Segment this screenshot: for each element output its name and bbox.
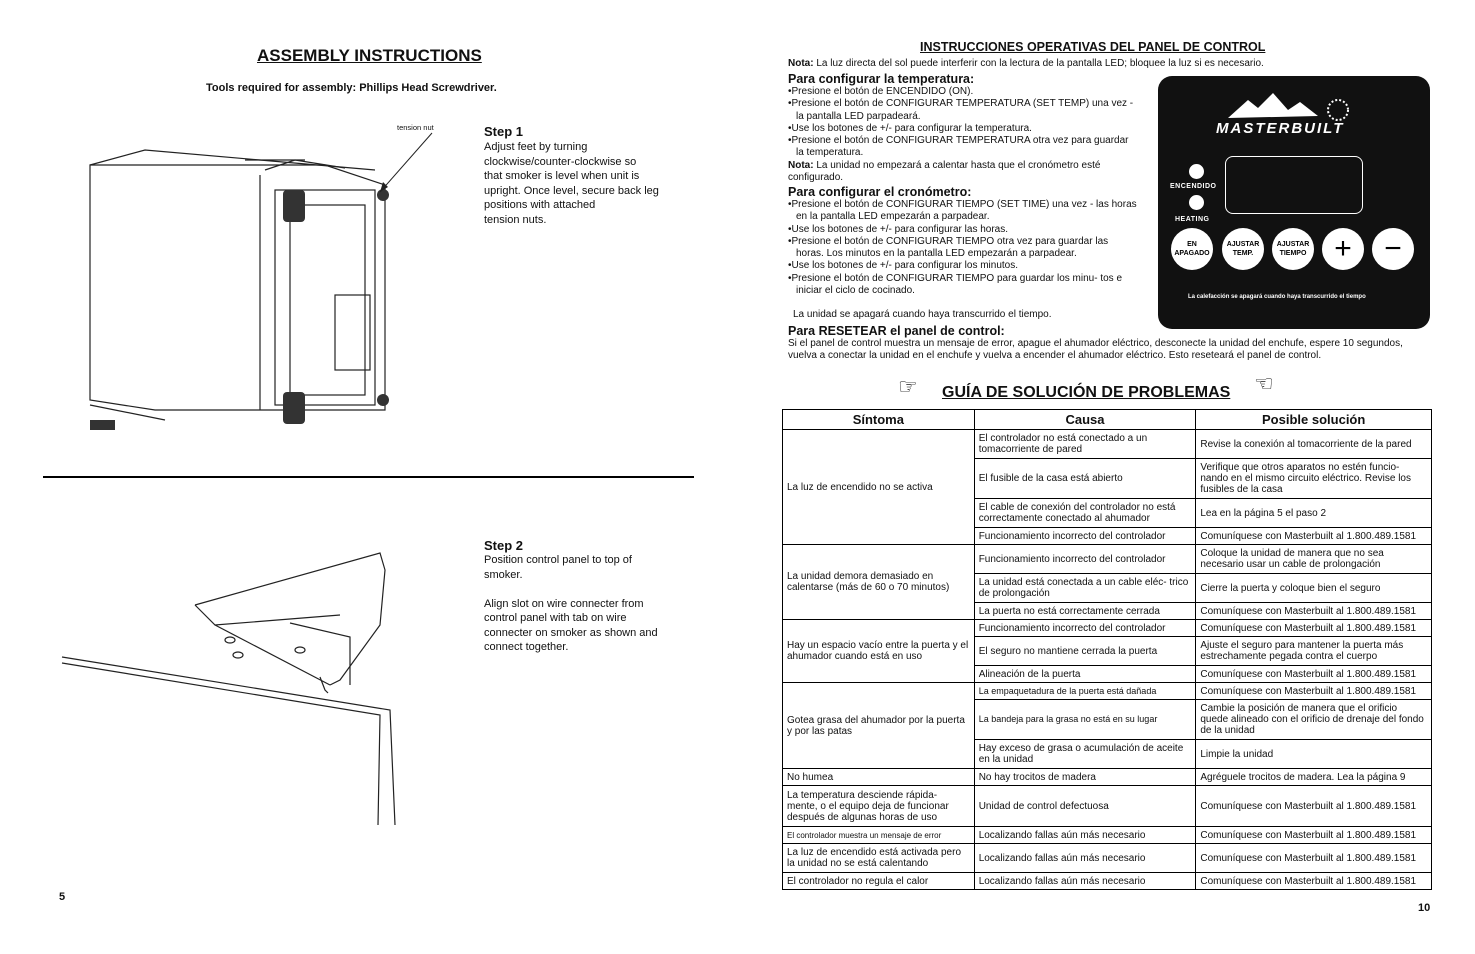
list-item: • Presione el botón de ENCENDIDO (ON).	[788, 86, 1138, 98]
step1-title: Step 1	[484, 124, 524, 139]
cause-cell: El cable de conexión del controlador no está correctamente conectado al ahumador	[974, 499, 1196, 528]
troubleshooting-table	[782, 409, 1432, 890]
heating-label: HEATING	[1175, 216, 1210, 223]
table-row	[783, 545, 1432, 574]
cause-cell: Unidad de control defectuosa	[974, 786, 1196, 827]
step1-smoker-illustration	[85, 120, 405, 440]
solution-cell: Coloque la unidad de manera que no sea necesario usar un cable de prolongación	[1196, 545, 1432, 574]
page-number-right: 10	[1418, 902, 1431, 914]
symptom-cell: La unidad demora demasiado en calentarse (más de 60 o 70 minutos)	[783, 545, 975, 620]
cause-cell: El seguro no mantiene cerrada la puerta	[974, 637, 1196, 666]
cause-cell: La empaquetadura de la puerta está dañada	[974, 683, 1196, 700]
assembly-title: ASSEMBLY INSTRUCTIONS	[257, 46, 482, 65]
solution-cell: Comuníquese con Masterbuilt al 1.800.489.1581	[1196, 528, 1432, 545]
callout-arrow	[370, 130, 450, 200]
table-row	[783, 620, 1432, 637]
solution-cell: Comuníquese con Masterbuilt al 1.800.489.1581	[1196, 786, 1432, 827]
heating-led	[1189, 195, 1204, 210]
solution-cell: Verifique que otros aparatos no estén funcio- nando en el mismo circuito eléctrico. Revise los fusibles de la casa	[1196, 459, 1432, 499]
cause-cell: No hay trocitos de madera	[974, 769, 1196, 786]
step2-title: Step 2	[484, 538, 524, 553]
solution-cell: Comuníquese con Masterbuilt al 1.800.489.1581	[1196, 620, 1432, 637]
table-row	[783, 430, 1432, 459]
reset-text: Si el panel de control muestra un mensaje de error, apague el ahumador eléctrico, desconecte la unidad del enchufe, espere 10 segundos, vuelva a conectar la unidad en el enchufe y vuelva a encender el ahumador eléctrico. Esto reseteará el panel de control.	[788, 338, 1403, 362]
power-button[interactable]: EN APAGADO	[1171, 228, 1213, 270]
solution-cell: Lea en la página 5 el paso 2	[1196, 499, 1432, 528]
tension-nut-callout: tension nut	[397, 123, 434, 132]
solution-cell: Comuníquese con Masterbuilt al 1.800.489.1581	[1196, 873, 1432, 890]
solution-cell: Comuníquese con Masterbuilt al 1.800.489.1581	[1196, 827, 1432, 844]
cause-cell: Funcionamiento incorrecto del controlador	[974, 620, 1196, 637]
cause-cell: El fusible de la casa está abierto	[974, 459, 1196, 499]
reset-section	[788, 324, 1433, 363]
cause-cell: Funcionamiento incorrecto del controlador	[974, 528, 1196, 545]
solution-cell: Comuníquese con Masterbuilt al 1.800.489.1581	[1196, 666, 1432, 683]
list-item: • Presione el botón de CONFIGURAR TIEMPO para guardar los minu- tos e iniciar el ciclo de cocinado.	[788, 273, 1138, 298]
symptom-cell: Gotea grasa del ahumador por la puerta y por las patas	[783, 683, 975, 769]
temp-heading: Para configurar la temperatura:	[788, 72, 975, 86]
table-row	[783, 844, 1432, 873]
led-display	[1225, 156, 1363, 214]
column-header: Síntoma	[783, 410, 975, 430]
list-item: • Presione el botón de CONFIGURAR TIEMPO otra vez para guardar las horas. Los minutos en la pantalla LED empezarán a parpadear.	[788, 236, 1138, 261]
cause-cell: Localizando fallas aún más necesario	[974, 873, 1196, 890]
temp-steps	[788, 86, 1138, 160]
cause-cell: La puerta no está correctamente cerrada	[974, 603, 1196, 620]
solution-cell: Agréguele trocitos de madera. Lea la página 9	[1196, 769, 1432, 786]
encendido-led	[1189, 164, 1204, 179]
step1-text: Adjust feet by turning clockwise/counter-clockwise so that smoker is level when unit is upright. Once level, secure back leg positions with attached tension nuts.	[484, 141, 659, 226]
panel-note: Nota: La luz directa del sol puede interferir con la lectura de la pantalla LED; bloquee la luz si es necesario.	[788, 58, 1264, 69]
set-time-button[interactable]: AJUSTAR TIEMPO	[1272, 228, 1314, 270]
list-item: • Presione el botón de CONFIGURAR TEMPERATURA otra vez para guardar la temperatura.	[788, 135, 1138, 160]
step2-text: Position control panel to top of smoker. Align slot on wire connecter from control panel with tab on wire connecter on smoker as shown and connect together.	[484, 554, 658, 653]
troubleshooting-title: GUÍA DE SOLUCIÓN DE PROBLEMAS	[942, 384, 1231, 401]
symptom-cell: No humea	[783, 769, 975, 786]
symptom-cell: El controlador no regula el calor	[783, 873, 975, 890]
solution-cell: Revise la conexión al tomacorriente de la pared	[1196, 430, 1432, 459]
solution-cell: Comuníquese con Masterbuilt al 1.800.489.1581	[1196, 683, 1432, 700]
cause-cell: Localizando fallas aún más necesario	[974, 827, 1196, 844]
symptom-cell: La temperatura desciende rápida- mente, o el equipo deja de funcionar después de algunas horas de uso	[783, 786, 975, 827]
list-item: • Use los botones de +/- para configurar la temperatura.	[788, 123, 1138, 135]
cause-cell: Localizando fallas aún más necesario	[974, 844, 1196, 873]
cause-cell: Funcionamiento incorrecto del controlador	[974, 545, 1196, 574]
table-row	[783, 683, 1432, 700]
column-header: Causa	[974, 410, 1196, 430]
symptom-cell: La luz de encendido no se activa	[783, 430, 975, 545]
symptom-cell: Hay un espacio vacío entre la puerta y el ahumador cuando está en uso	[783, 620, 975, 683]
timer-section	[788, 185, 1138, 322]
list-item: • Presione el botón de CONFIGURAR TIEMPO (SET TIME) una vez - las horas en la pantalla LED empezarán a parpadear.	[788, 199, 1138, 224]
cause-cell: El controlador no está conectado a un tomacorriente de pared	[974, 430, 1196, 459]
column-header: Posible solución	[1196, 410, 1432, 430]
solution-cell: Cierre la puerta y coloque bien el seguro	[1196, 574, 1432, 603]
cause-cell: La bandeja para la grasa no está en su lugar	[974, 700, 1196, 740]
panel-instructions-title: INSTRUCCIONES OPERATIVAS DEL PANEL DE CONTROL	[920, 40, 1266, 54]
solution-cell: Comuníquese con Masterbuilt al 1.800.489.1581	[1196, 844, 1432, 873]
cause-cell: Alineación de la puerta	[974, 666, 1196, 683]
table-row	[783, 769, 1432, 786]
table-row	[783, 827, 1432, 844]
plus-button[interactable]: +	[1322, 228, 1364, 270]
temp-note: Nota: La unidad no empezará a calentar hasta que el cronómetro esté configurado.	[788, 159, 1101, 184]
encendido-label: ENCENDIDO	[1170, 183, 1217, 190]
pointing-hand-left-icon: ☜	[1254, 371, 1274, 396]
timer-heading: Para configurar el cronómetro:	[788, 185, 972, 199]
step2-panel-illustration	[60, 545, 405, 830]
minus-button[interactable]: −	[1372, 228, 1414, 270]
pointing-hand-right-icon: ☞	[898, 374, 918, 399]
brand-logo: MASTERBUILT	[1216, 120, 1345, 137]
solution-cell: Cambie la posición de manera que el orificio quede alineado con el orificio de drenaje del fondo de la unidad	[1196, 700, 1432, 740]
timer-footer: La unidad se apagará cuando haya transcurrido el tiempo.	[793, 309, 1052, 321]
reset-heading: Para RESETEAR el panel de control:	[788, 324, 1005, 338]
solution-cell: Comuníquese con Masterbuilt al 1.800.489.1581	[1196, 603, 1432, 620]
temperature-section	[788, 72, 1138, 184]
cause-cell: Hay exceso de grasa o acumulación de aceite en la unidad	[974, 740, 1196, 769]
solution-cell: Ajuste el seguro para mantener la puerta más estrechamente pegada contra el cuerpo	[1196, 637, 1432, 666]
page-number-left: 5	[59, 891, 66, 903]
control-panel-image	[1158, 76, 1430, 329]
solution-cell: Limpie la unidad	[1196, 740, 1432, 769]
table-row	[783, 873, 1432, 890]
section-divider	[43, 476, 694, 478]
symptom-cell: El controlador muestra un mensaje de error	[783, 827, 975, 844]
mountain-logo-icon	[1228, 88, 1358, 122]
list-item: • Use los botones de +/- para configurar los minutos.	[788, 260, 1138, 272]
panel-footer-note: La calefacción se apagará cuando haya transcurrido el tiempo	[1188, 294, 1366, 300]
set-temp-button[interactable]: AJUSTAR TEMP.	[1222, 228, 1264, 270]
symptom-cell: La luz de encendido está activada pero la unidad no se está calentando	[783, 844, 975, 873]
cause-cell: La unidad está conectada a un cable eléc- trico de prolongación	[974, 574, 1196, 603]
table-header-row	[783, 410, 1432, 430]
timer-steps	[788, 199, 1138, 297]
list-item: • Presione el botón de CONFIGURAR TEMPERATURA (SET TEMP) una vez - la pantalla LED parpadeará.	[788, 98, 1138, 123]
table-row	[783, 786, 1432, 827]
tools-required: Tools required for assembly: Phillips Head Screwdriver.	[206, 82, 497, 94]
list-item: • Use los botones de +/- para configurar las horas.	[788, 224, 1138, 236]
